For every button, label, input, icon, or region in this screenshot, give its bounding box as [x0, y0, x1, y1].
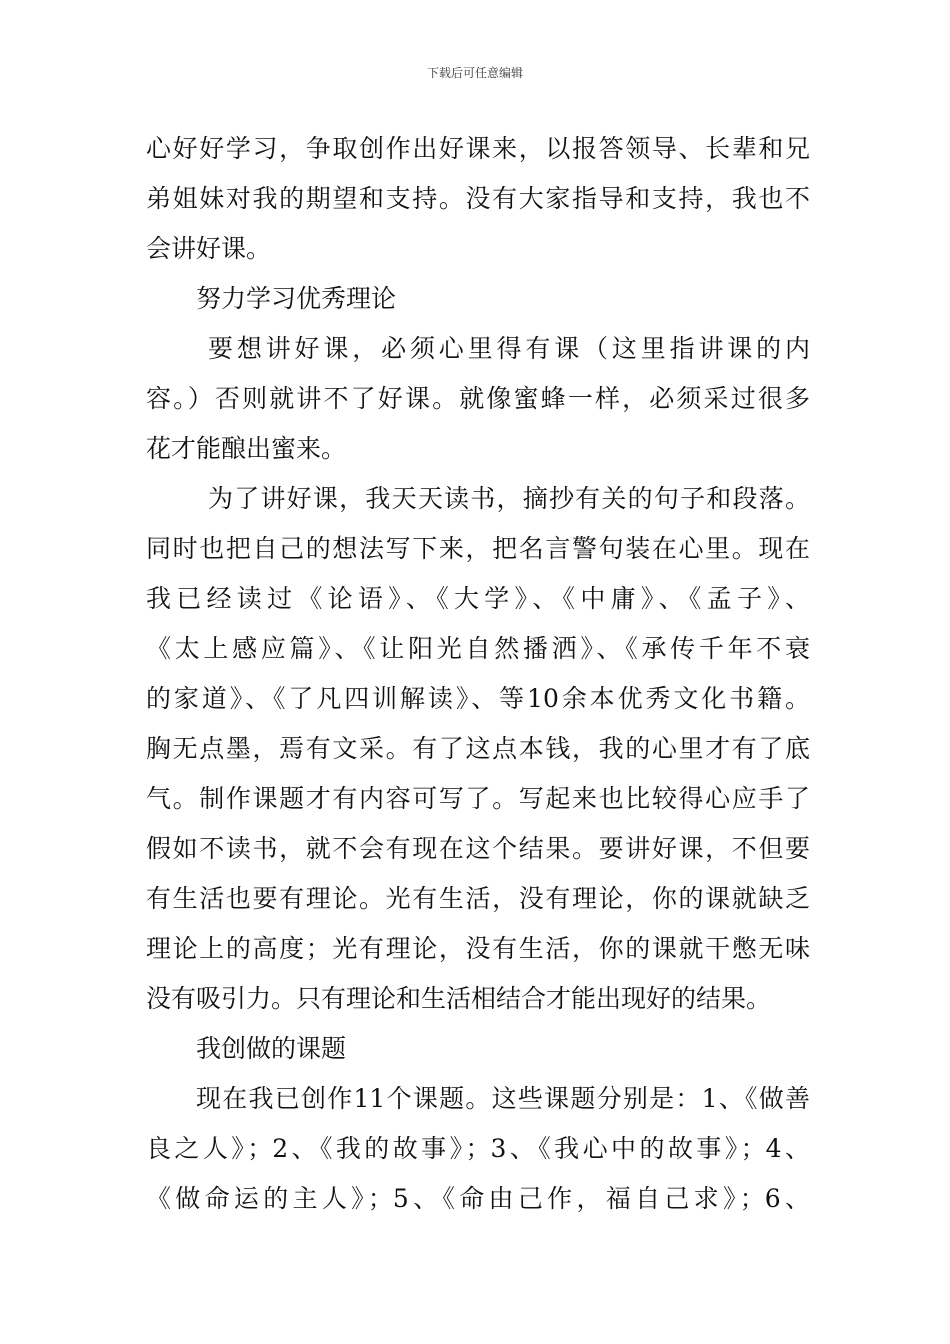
text-line: 气。制作课题才有内容可写了。写起来也比较得心应手了 [146, 784, 810, 813]
section-heading: 我创做的课题 [196, 1034, 347, 1063]
document-body [146, 124, 810, 1224]
text-line: 《做命运的主人》；5、《命由己作，福自己求》；6、 [146, 1184, 810, 1213]
text-line: 假如不读书，就不会有现在这个结果。要讲好课，不但要 [146, 834, 810, 863]
text-line: 弟姐妹对我的期望和支持。没有大家指导和支持，我也不 [146, 184, 810, 213]
text-line: 没有吸引力。只有理论和生活相结合才能出现好的结果。 [146, 984, 772, 1013]
text-line: 理论上的高度；光有理论，没有生活，你的课就干憋无味 [146, 934, 810, 963]
text-line: 容。）否则就讲不了好课。就像蜜蜂一样，必须采过很多 [146, 384, 810, 413]
text-line: 会讲好课。 [146, 234, 272, 263]
text-line: 同时也把自己的想法写下来，把名言警句装在心里。现在 [146, 534, 810, 563]
section-heading: 努力学习优秀理论 [196, 284, 397, 313]
text-line: 要想讲好课，必须心里得有课（这里指讲课的内 [208, 334, 810, 363]
page-header: 下载后可任意编辑 [426, 66, 523, 80]
text-line: 良之人》；2、《我的故事》；3、《我心中的故事》；4、 [146, 1134, 810, 1163]
text-line: 为了讲好课，我天天读书，摘抄有关的句子和段落。 [208, 484, 810, 513]
text-line: 我已经读过《论语》、《大学》、《中庸》、《孟子》、 [146, 584, 810, 613]
text-line: 心好好学习，争取创作出好课来，以报答领导、长辈和兄 [146, 134, 810, 163]
text-line: 胸无点墨，焉有文采。有了这点本钱，我的心里才有了底 [146, 734, 810, 763]
text-line: 《太上感应篇》、《让阳光自然播洒》、《承传千年不衰 [146, 634, 810, 663]
text-line: 有生活也要有理论。光有生活，没有理论，你的课就缺乏 [146, 884, 810, 913]
text-line: 现在我已创作11个课题。这些课题分别是：1、《做善 [196, 1084, 810, 1113]
text-line: 花才能酿出蜜来。 [146, 434, 347, 463]
text-line: 的家道》、《了凡四训解读》、等10余本优秀文化书籍。 [146, 684, 810, 713]
